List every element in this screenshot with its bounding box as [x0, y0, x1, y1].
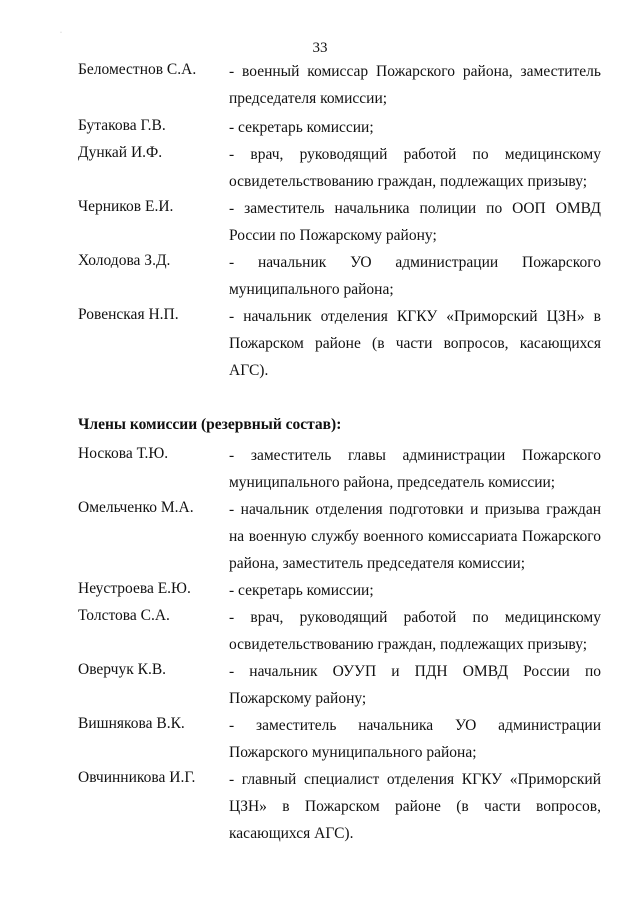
member-name: Беломестнов С.А. [78, 61, 197, 78]
member-name: Толстова С.А. [78, 607, 170, 624]
member-name: Овчинникова И.Г. [78, 769, 196, 786]
member-row [78, 442, 601, 496]
member-role: - начальник отделения КГКУ «Приморский ЦЗН» в Пожарском районе (в части вопросов, касающихся АГС). [229, 308, 601, 379]
member-role: - главный специалист отделения КГКУ «Приморский ЦЗН» в Пожарском районе (в части вопросов, касающихся АГС). [229, 771, 601, 842]
member-role: - начальник ОУУП и ПДН ОМВД России по Пожарскому району; [229, 663, 601, 707]
reserve-heading: Члены комиссии (резервный состав): [78, 416, 342, 433]
member-role: - военный комиссар Пожарского района, заместитель председателя комиссии; [229, 63, 601, 107]
member-name: Неустроева Е.Ю. [78, 580, 191, 597]
member-row [78, 658, 601, 712]
member-row [78, 604, 601, 658]
member-row [78, 141, 601, 195]
scan-mark: · [60, 30, 62, 36]
member-name: Ровенская Н.П. [78, 306, 179, 323]
member-row [78, 195, 601, 249]
member-role: - секретарь комиссии; [229, 119, 374, 136]
member-role: - секретарь комиссии; [229, 582, 374, 599]
member-name: Черников Е.И. [78, 198, 174, 215]
member-role: - врач, руководящий работой по медицинскому освидетельствованию граждан, подлежащих призыву; [229, 146, 601, 190]
member-row [78, 766, 601, 847]
member-role: - начальник отделения подготовки и призыва граждан на военную службу военного комиссариата Пожарского района, заместитель председателя комиссии; [229, 501, 601, 572]
member-role: - заместитель начальника УО администрации Пожарского муниципального района; [229, 717, 601, 761]
member-row [78, 712, 601, 766]
member-row [78, 249, 601, 303]
member-role: - заместитель начальника полиции по ООП ОМВД России по Пожарскому району; [229, 200, 601, 244]
member-name: Дункай И.Ф. [78, 144, 163, 161]
member-row [78, 114, 601, 141]
page-number: 33 [312, 40, 328, 56]
member-role: - врач, руководящий работой по медицинскому освидетельствованию граждан, подлежащих призыву; [229, 609, 601, 653]
member-name: Омельченко М.А. [78, 499, 194, 516]
member-row [78, 577, 601, 604]
member-name: Носкова Т.Ю. [78, 445, 169, 462]
reserve-members-list [78, 442, 601, 847]
member-row [78, 58, 601, 112]
main-members-list [78, 58, 601, 384]
document-body [78, 58, 601, 847]
member-row [78, 496, 601, 577]
member-name: Бутакова Г.В. [78, 117, 166, 134]
member-name: Холодова З.Д. [78, 252, 171, 269]
member-role: - заместитель главы администрации Пожарского муниципального района, председатель комиссии; [229, 447, 601, 491]
member-row [78, 303, 601, 384]
member-name: Вишнякова В.К. [78, 715, 185, 732]
member-name: Оверчук К.В. [78, 661, 167, 678]
member-role: - начальник УО администрации Пожарского муниципального района; [229, 254, 601, 298]
